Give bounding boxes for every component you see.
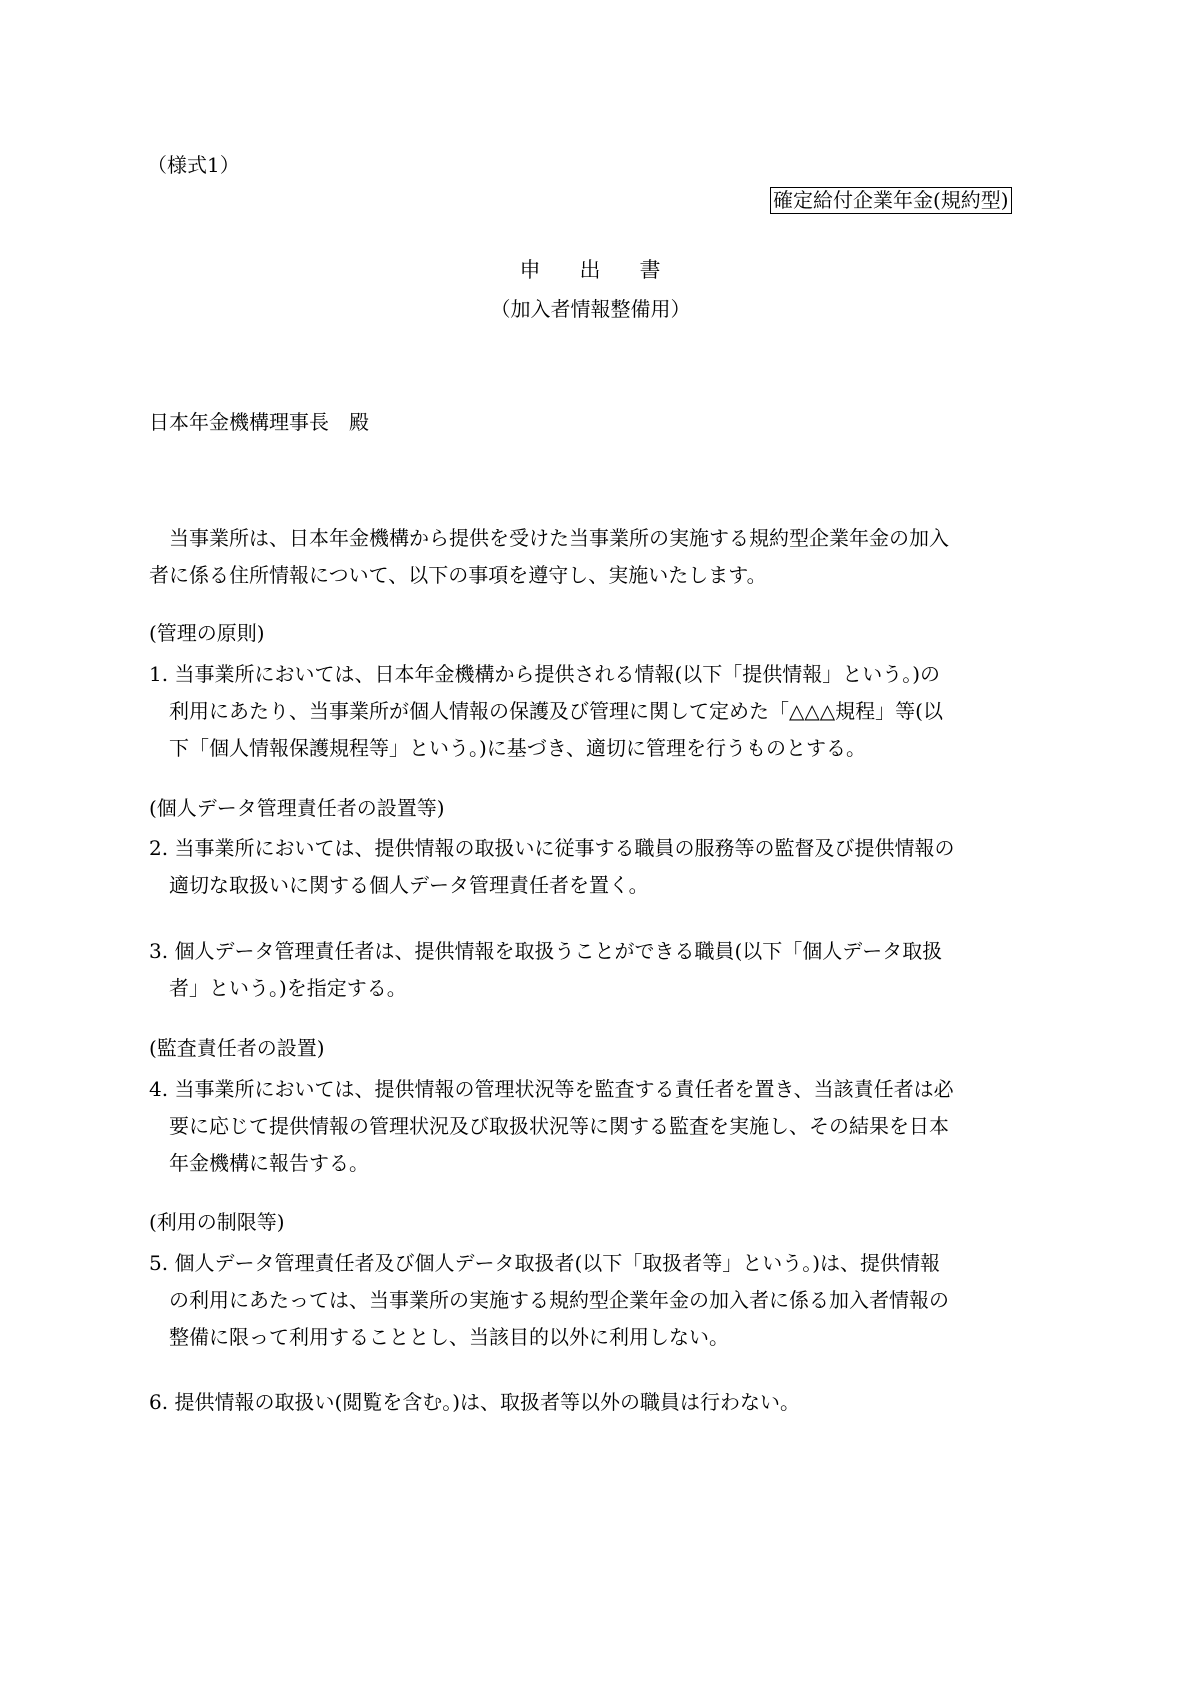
clause-line: 3. 個人データ管理責任者は、提供情報を取扱うことができる職員(以下「個人データ取扱 [149, 939, 943, 963]
section-heading-manager: (個人データ管理責任者の設置等) [149, 796, 445, 820]
section-heading-audit: (監査責任者の設置) [149, 1036, 325, 1060]
clause-line: 1. 当事業所においては、日本年金機構から提供される情報(以下「提供情報」という。)の [149, 662, 941, 686]
title-char: 出 [579, 258, 602, 282]
clause-line: 下「個人情報保護規程等」という。)に基づき、適切に管理を行うものとする。 [169, 736, 867, 760]
pension-type-box: 確定給付企業年金(規約型) [770, 187, 1012, 214]
title-char: 申 [519, 258, 542, 282]
clause-line: 利用にあたり、当事業所が個人情報の保護及び管理に関して定めた「△△△規程」等(以 [169, 699, 943, 723]
intro-line: 当事業所は、日本年金機構から提供を受けた当事業所の実施する規約型企業年金の加入 [149, 526, 949, 550]
section-heading-management: (管理の原則) [149, 621, 265, 645]
clause-line: 5. 個人データ管理責任者及び個人データ取扱者(以下「取扱者等」という。)は、提供情報 [149, 1251, 941, 1275]
clause-line: 整備に限って利用することとし、当該目的以外に利用しない。 [169, 1325, 729, 1349]
clause-5 [149, 1245, 1039, 1356]
addressee: 日本年金機構理事長 殿 [149, 410, 369, 434]
clause-line: 2. 当事業所においては、提供情報の取扱いに従事する職員の服務等の監督及び提供情報の [149, 836, 955, 860]
clause-line: 6. 提供情報の取扱い(閲覧を含む。)は、取扱者等以外の職員は行わない。 [149, 1390, 801, 1414]
clause-line: 適切な取扱いに関する個人データ管理責任者を置く。 [169, 873, 649, 897]
form-number: （様式1） [147, 153, 240, 177]
clause-4 [149, 1071, 1039, 1182]
section-heading-usage: (利用の制限等) [149, 1210, 285, 1234]
clause-line: 4. 当事業所においては、提供情報の管理状況等を監査する責任者を置き、当該責任者は必 [149, 1077, 954, 1101]
clause-1 [149, 656, 1039, 767]
title-char: 書 [639, 258, 662, 282]
clause-line: 年金機構に報告する。 [169, 1151, 369, 1175]
intro-paragraph [149, 520, 1039, 594]
clause-2 [149, 830, 1039, 904]
document-title [0, 258, 1181, 282]
clause-line: の利用にあたっては、当事業所の実施する規約型企業年金の加入者に係る加入者情報の [169, 1288, 949, 1312]
clause-line: 者」という。)を指定する。 [169, 976, 407, 1000]
clause-line: 要に応じて提供情報の管理状況及び取扱状況等に関する監査を実施し、その結果を日本 [169, 1114, 949, 1138]
document-subtitle: （加入者情報整備用） [490, 297, 691, 321]
intro-line: 者に係る住所情報について、以下の事項を遵守し、実施いたします。 [149, 563, 767, 587]
clause-3 [149, 933, 1039, 1007]
clause-6 [149, 1384, 1039, 1421]
